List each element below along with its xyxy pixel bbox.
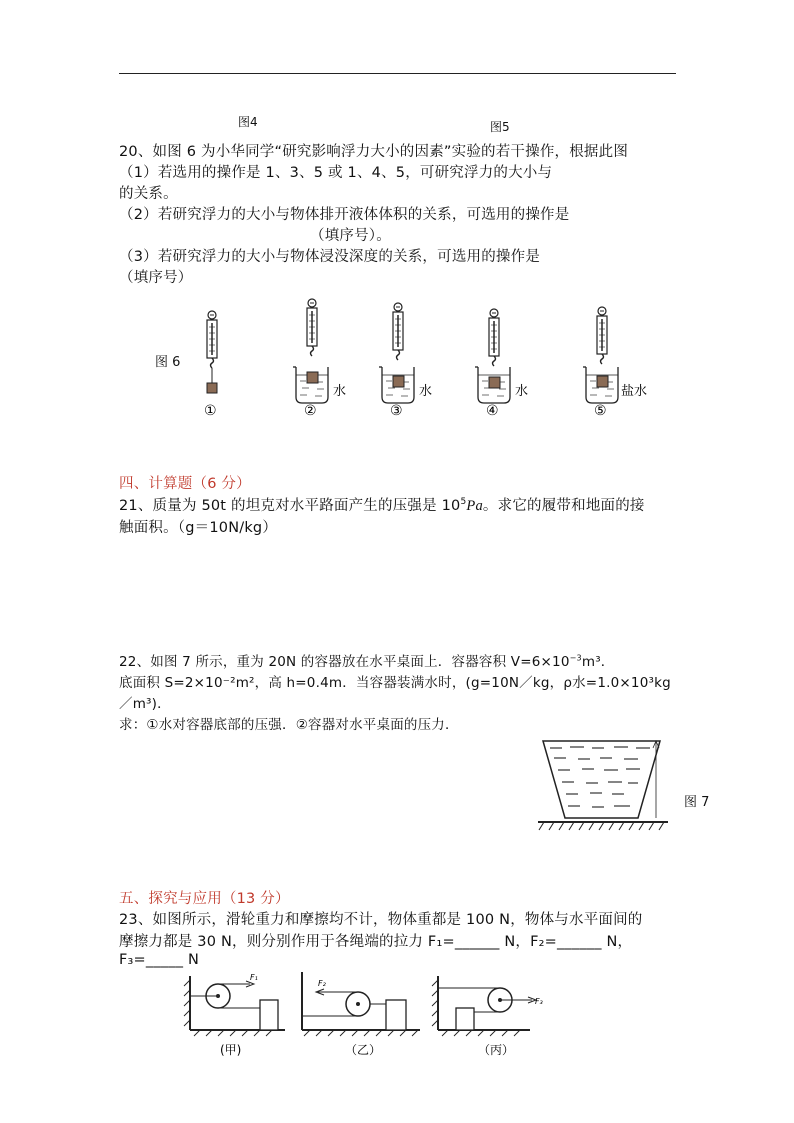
- q22-text-end: m³．: [581, 654, 615, 670]
- pulley-yi: [302, 972, 420, 1057]
- fig7-container-diagram: [538, 736, 673, 836]
- pulley-bing: [432, 976, 543, 1057]
- op-label-3: ③: [390, 403, 403, 419]
- q21-line2: 触面积。（g＝10N/kg）: [119, 520, 278, 536]
- force-label-f3: F₃: [535, 997, 543, 1006]
- op1-apparatus: [207, 311, 217, 393]
- fig-label-yi: （乙）: [345, 1043, 382, 1057]
- fig7-label: 图 7: [684, 795, 710, 810]
- section4-title: 四、计算题（6 分）: [119, 476, 251, 492]
- q22-exponent: −3: [569, 653, 582, 663]
- q23-line1: 23、如图所示，滑轮重力和摩擦均不计，物体重都是 100 N，物体与水平面间的: [119, 912, 643, 928]
- q23-line2: 摩擦力都是 30 N，则分别作用于各绳端的拉力 F₁=______ N，F₂=______ N，: [119, 934, 633, 950]
- section5-title: 五、探究与应用（13 分）: [119, 891, 290, 907]
- op-label-1: ①: [204, 403, 217, 419]
- q20-line7: （填序号）: [119, 270, 193, 286]
- op-label-4: ④: [486, 403, 499, 419]
- q21-unit: Pa: [466, 498, 483, 514]
- q22-text-a: 22、如图 7 所示，重为 20N 的容器放在水平桌面上．容器容积 V=6×10: [119, 654, 570, 670]
- q21-exponent: 5: [460, 497, 467, 508]
- op-label-5: ⑤: [594, 403, 607, 419]
- liquid-label-2: 水: [333, 384, 347, 399]
- fig-label-bing: （丙）: [478, 1043, 515, 1057]
- q21-text-a: 21、质量为 50t 的坦克对水平路面产生的压强是 10: [119, 498, 461, 514]
- force-label-f2: F₂: [318, 979, 326, 988]
- pulley-diagram: [180, 968, 550, 1060]
- force-label-f1: F₁: [250, 973, 258, 982]
- op5-apparatus: [583, 307, 618, 403]
- q20-line5: （填序号）。: [310, 228, 391, 244]
- q20-line4: （2）若研究浮力的大小与物体排开液体体积的关系，可选用的操作是: [119, 207, 570, 223]
- q23-line3: F₃=_____ N: [119, 952, 200, 968]
- liquid-label-3: 水: [419, 384, 433, 399]
- q21-text-b: 。求它的履带和地面的接: [482, 498, 645, 514]
- liquid-label-4: 水: [515, 384, 529, 399]
- q22-line1: [119, 650, 615, 670]
- q22-line2: 底面积 S=2×10⁻²m²，高 h=0.4m．当容器装满水时，(g=10N／kg，ρ水=1.0×10³kg: [119, 675, 671, 691]
- op-label-2: ②: [304, 403, 317, 419]
- q22-line4: 求：①水对容器底部的压强．②容器对水平桌面的压力．: [119, 717, 459, 733]
- fig4-caption: 图4: [238, 115, 258, 129]
- op4-apparatus: [475, 309, 510, 403]
- op2-apparatus: [293, 299, 328, 403]
- q20-line6: （3）若研究浮力的大小与物体浸没深度的关系，可选用的操作是: [119, 249, 541, 265]
- fig-label-jia: (甲): [220, 1043, 242, 1057]
- q20-line3: 的关系。: [119, 186, 178, 202]
- header-rule: [119, 73, 676, 74]
- op3-apparatus: [379, 303, 414, 403]
- liquid-label-5: 盐水: [621, 384, 648, 399]
- q20-line2: （1）若选用的操作是 1、3、5 或 1、4、5，可研究浮力的大小与: [119, 165, 553, 181]
- q22-line3: ／m³)．: [119, 696, 171, 712]
- q21-line1: [119, 494, 645, 515]
- fig6-label: 图 6: [155, 355, 181, 370]
- fig6-diagram: [190, 295, 670, 425]
- q20-line1: 20、如图 6 为小华同学“研究影响浮力大小的因素”实验的若干操作，根据此图: [119, 144, 629, 160]
- pulley-jia: [184, 973, 285, 1057]
- fig5-caption: 图5: [490, 120, 510, 134]
